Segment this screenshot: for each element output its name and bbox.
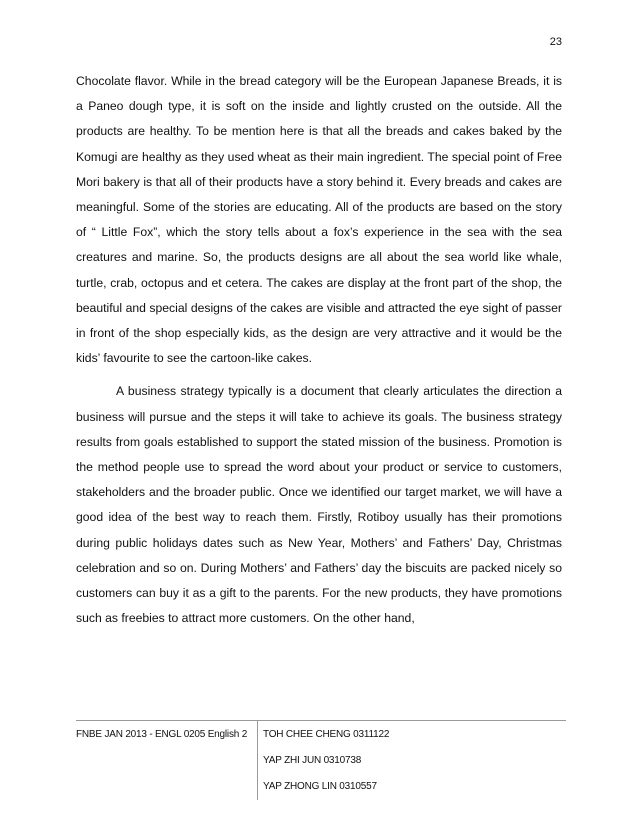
page-number: 23 — [549, 36, 562, 48]
paragraph-1: Chocolate flavor. While in the bread category will be the European Japanese Breads, it is a Paneo dough type, it is soft on the inside and lightly crusted on the outside. All the products are healthy. To be mention here is that all the breads and cakes baked by the Komugi are healthy as they used wheat as their main ingredient. The special point of Free Mori bakery is that all of their products have a story behind it. Every breads and cakes are meaningful. Some of the stories are educating. All of the products are based on the story of “ Little Fox”, which the story tells about a fox’s experience in the sea with the sea creatures and marine. So, the products designs are all about the sea world like whale, turtle, crab, octopus and et cetera. The cakes are display at the front part of the shop, the beautiful and special designs of the cakes are visible and attracted the eye sight of passer in front of the shop especially kids, as the design are very attractive and it would be the kids’ favourite to see the cartoon-like cakes. — [76, 74, 562, 366]
footer-author-3: YAP ZHONG LIN 0310557 — [263, 781, 377, 792]
footer-divider — [257, 721, 258, 800]
footer-rule — [76, 720, 566, 721]
footer-course: FNBE JAN 2013 - ENGL 0205 English 2 — [76, 729, 248, 740]
body-text — [76, 69, 562, 631]
footer-authors — [263, 729, 389, 807]
paragraph-2: A business strategy typically is a document that clearly articulates the direction a business will pursue and the steps it will take to achieve its goals. The business strategy results from goals established to support the stated mission of the business. Promotion is the method people use to spread the word about your product or service to customers, stakeholders and the broader public. Once we identified our target market, we will have a good idea of the best way to reach them. Firstly, Rotiboy usually has their promotions during public holidays dates such as New Year, Mothers’ and Fathers’ Day, Christmas celebration and so on. During Mothers’ and Fathers’ day the biscuits are packed nicely so customers can buy it as a gift to the parents. For the new products, they have promotions such as freebies to attract more customers. On the other hand, — [76, 384, 562, 626]
footer-author-2: YAP ZHI JUN 0310738 — [263, 755, 362, 766]
footer-author-1: TOH CHEE CHENG 0311122 — [263, 729, 390, 740]
